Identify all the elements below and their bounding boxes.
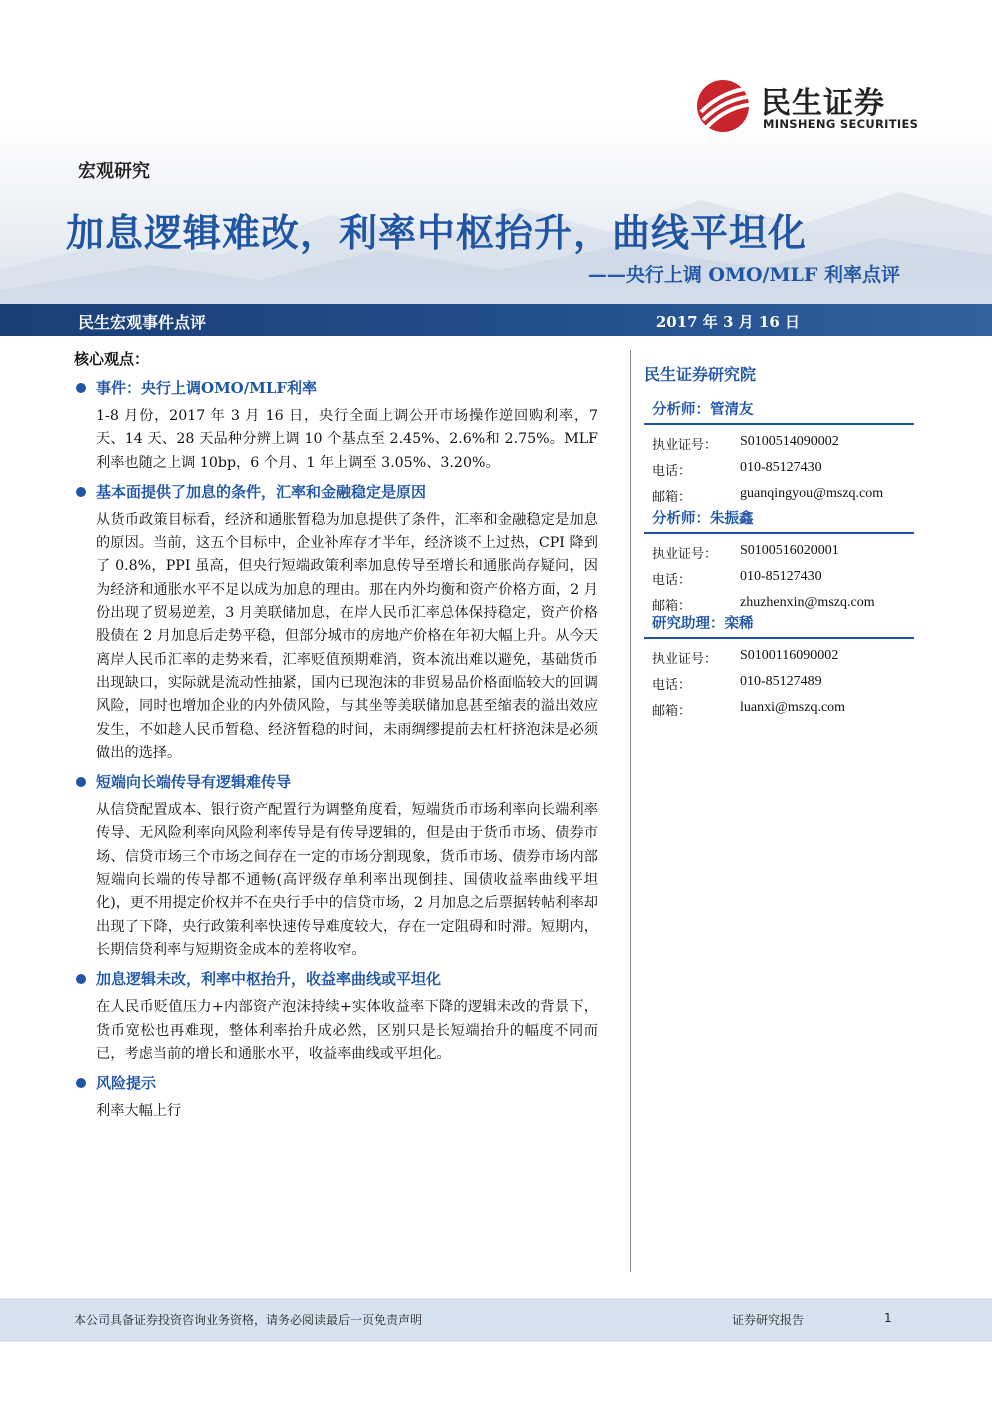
section-title-fundamentals: [74, 481, 598, 503]
section-paragraph: 利率大幅上行: [96, 1103, 182, 1120]
section-paragraph: 从信贷配置成本、银行资产配置行为调整角度看，短端货币市场利率向长端利率传导、无风险利率向风险利率传导是有传导逻辑的，但是由于货币市场、债券市场、信贷市场三个市场之间存在一定的市场分割现象，货币市场、债券市场内部短端向长端的传导都不通畅(高评级存单利率出现倒挂、国债收益率曲线平坦化)，更不用提定价权并不在央行手中的信贷市场，2 月加息之后票据转帖利率却出现了下降，央行政策利率快速传导难度较大，存在一定阻碍和时滞。短期内，长期信贷利率与短期资金成本的差将收窄。: [96, 802, 598, 958]
analyst-phone-row: [644, 566, 914, 592]
document-category: 宏观研究: [78, 161, 150, 182]
field-label: 电话：: [652, 678, 692, 693]
core-views-label: 核心观点：: [74, 350, 150, 368]
analyst-card-3: [644, 610, 914, 723]
bullet-icon: [76, 974, 86, 984]
section-title-event: [74, 377, 598, 399]
company-logo: [693, 76, 923, 136]
footer-disclaimer: 本公司具备证券投资咨询业务资格，请务必阅读最后一页免责声明: [74, 1313, 423, 1327]
page-number: 1: [884, 1311, 892, 1325]
analyst-email-row: [644, 697, 914, 723]
analyst-title: 分析师：朱振鑫: [644, 505, 914, 534]
section-title-transmission: [74, 771, 598, 793]
page-title: 加息逻辑难改，利率中枢抬升，曲线平坦化: [66, 211, 808, 255]
email-link[interactable]: luanxi@mszq.com: [740, 700, 846, 715]
page-footer: [0, 1298, 992, 1342]
field-label: 邮箱：: [652, 599, 692, 614]
field-label: 执业证号：: [652, 547, 718, 562]
page-subtitle: ——央行上调 OMO/MLF 利率点评: [587, 264, 900, 286]
section-paragraph: 从货币政策目标看，经济和通胀暂稳为加息提供了条件，汇率和金融稳定是加息的原因。当前，这五个目标中，企业补库存才半年，经济谈不上过热，CPI 降到了 0.8%，PPI 虽高，但央行短端政策利率加息传导至增长和通胀尚存疑问，因为经济和通胀水平不足以成为加息的理由。那在内外均衡和资产价格方面，2 月份出现了贸易逆差，3 月美联储加息，在岸人民币汇率总体保持稳定，资产价格股债在 2 月加息后走势平稳，但部分城市的房地产价格在年初大幅上升。从今天离岸人民币汇率的走势来看，汇率贬值预期难消，资本流出难以避免，基础货币出现缺口，实际就是流动性抽紧，国内已现泡沫的非贸易品价格面临较大的回调风险，同时也增加企业的内外债风险，与其坐等美联储加息甚至缩表的溢出效应发生，不如趁人民币暂稳、经济暂稳的时间，未雨绸缪提前去杠杆挤泡沫是必须做出的选择。: [96, 511, 598, 761]
section-paragraph: 在人民币贬值压力+内部资产泡沫持续+实体收益率下降的逻辑未改的背景下，货币宽松也再难现，整体利率抬升成必然，区别只是长短端抬升的幅度不同而已，考虑当前的增长和通胀水平，收益率曲线或平坦化。: [96, 999, 598, 1062]
bullet-icon: [76, 383, 86, 393]
analyst-phone-row: [644, 671, 914, 697]
phone-number: 010-85127430: [740, 460, 822, 475]
section-title-text: 加息逻辑未改，利率中枢抬升，收益率曲线或平坦化: [96, 970, 442, 989]
bullet-icon: [76, 487, 86, 497]
phone-number: 010-85127489: [740, 674, 822, 689]
section-title-text: 事件：央行上调OMO/MLF利率: [96, 379, 318, 397]
analyst-card-1: [644, 396, 914, 509]
report-date: 2017 年 3 月 16 日: [655, 313, 800, 331]
section-title-outlook: [74, 968, 598, 990]
analyst-license-row: [644, 431, 914, 457]
section-title-text: 短端向长端传导有逻辑难传导: [96, 773, 292, 792]
footer-report-type: 证券研究报告: [732, 1313, 805, 1327]
analyst-phone-row: [644, 457, 914, 483]
field-label: 邮箱：: [652, 704, 692, 719]
license-number: S0100514090002: [740, 434, 839, 449]
analyst-title: 分析师：管清友: [644, 396, 914, 425]
report-info-band: [0, 304, 992, 336]
section-title-text: 风险提示: [96, 1074, 157, 1093]
logo-english-name: MINSHENG SECURITIES: [763, 117, 919, 131]
email-link[interactable]: zhuzhenxin@mszq.com: [740, 595, 875, 610]
field-label: 执业证号：: [652, 438, 718, 453]
field-label: 电话：: [652, 464, 692, 479]
minsheng-logo-icon: [693, 76, 757, 136]
research-institute-name: 民生证券研究院: [644, 365, 757, 384]
logo-chinese-name: 民生证券: [761, 86, 885, 121]
main-content: [74, 348, 598, 1123]
license-number: S0100516020001: [740, 543, 839, 558]
report-series-label: 民生宏观事件点评: [78, 313, 207, 332]
analyst-card-2: [644, 505, 914, 618]
field-label: 执业证号：: [652, 652, 718, 667]
field-label: 电话：: [652, 573, 692, 588]
sidebar-divider: [630, 350, 631, 1272]
analyst-license-row: [644, 645, 914, 671]
section-title-text: 基本面提供了加息的条件，汇率和金融稳定是原因: [96, 482, 427, 501]
email-link[interactable]: guanqingyou@mszq.com: [740, 486, 884, 501]
analyst-license-row: [644, 540, 914, 566]
section-paragraph: 1-8 月份，2017 年 3 月 16 日，央行全面上调公开市场操作逆回购利率，7 天、14 天、28 天品种分辨上调 10 个基点至 2.45%、2.6%和 2.75%。MLF 利率也随之上调 10bp，6 个月、1 年上调至 3.05%、3.20%。: [96, 408, 598, 471]
license-number: S0100116090002: [740, 648, 839, 663]
analyst-title: 研究助理：栾稀: [644, 610, 914, 639]
field-label: 邮箱：: [652, 490, 692, 505]
section-title-risk: [74, 1072, 598, 1094]
phone-number: 010-85127430: [740, 569, 822, 584]
bullet-icon: [76, 1078, 86, 1088]
bullet-icon: [76, 777, 86, 787]
